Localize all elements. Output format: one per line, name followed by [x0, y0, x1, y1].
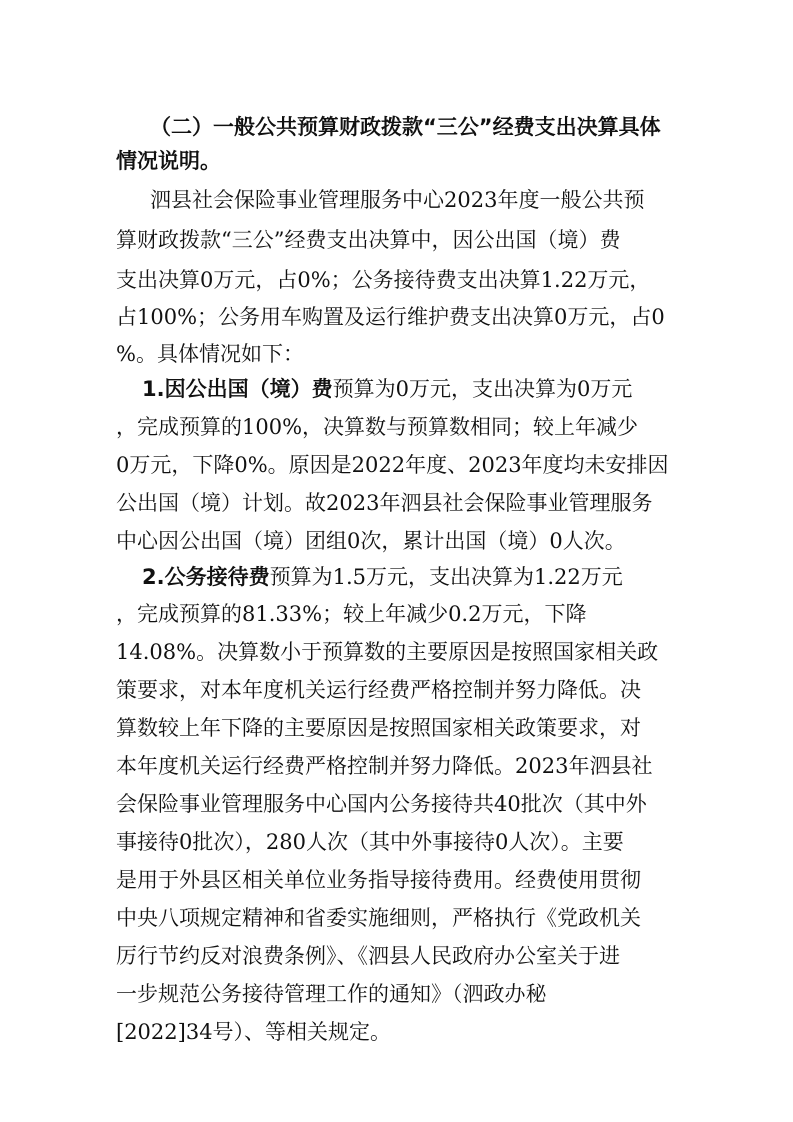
- item1-first-rest: 预算为0万元，支出决算为0万元: [332, 377, 633, 401]
- item2-line-9: 是用于外县区相关单位业务指导接待费用。经费使用贯彻: [116, 868, 641, 892]
- item2-line-10: 中央八项规定精神和省委实施细则，严格执行《党政机关: [116, 906, 641, 930]
- section-heading-line-2: 情况说明。: [116, 149, 221, 173]
- item2-line-7: 会保险事业管理服务中心国内公务接待共40批次（其中外: [116, 792, 647, 816]
- item2-first-rest: 预算为1.5万元，支出决算为1.22万元: [269, 565, 623, 589]
- item2-line-6: 本年度机关运行经费严格控制并努力降低。2023年泗县社: [116, 754, 653, 778]
- item1-line-5: 中心因公出国（境）团组0次，累计出国（境）0人次。: [116, 529, 626, 553]
- item2-line-5: 算数较上年下降的主要原因是按照国家相关政策要求，对: [116, 716, 641, 740]
- item2-line-12: 一步规范公务接待管理工作的通知》（泗政办秘: [116, 982, 547, 1006]
- intro-line-1: 泗县社会保险事业管理服务中心2023年度一般公共预: [150, 188, 645, 212]
- item2-line-3: 14.08%。决算数小于预算数的主要原因是按照国家相关政: [116, 640, 659, 664]
- item2-line-13: [2022]34号）、等相关规定。: [116, 1020, 392, 1044]
- item2-title: 2.公务接待费: [142, 565, 270, 589]
- item1-line-3: 0万元，下降0%。原因是2022年度、2023年度均未安排因: [116, 453, 669, 477]
- intro-line-3: 支出决算0万元，占0%；公务接待费支出决算1.22万元，: [116, 268, 651, 292]
- item2-line-11: 厉行节约反对浪费条例》、《泗县人民政府办公室关于进: [116, 944, 620, 968]
- intro-line-4: 占100%；公务用车购置及运行维护费支出决算0万元，占0: [116, 305, 665, 329]
- item1-line-2: ，完成预算的100%，决算数与预算数相同；较上年减少: [116, 415, 639, 439]
- item2-first-line: [142, 562, 722, 592]
- intro-line-5: %。具体情况如下：: [116, 342, 304, 366]
- item1-first-line: [142, 374, 722, 404]
- section-heading-line-1: （二）一般公共预算财政拨款“三公”经费支出决算具体: [150, 115, 661, 139]
- intro-line-2: 算财政拨款“三公”经费支出决算中，因公出国（境）费: [116, 228, 621, 252]
- item2-line-8: 事接待0批次），280人次（其中外事接待0人次）。主要: [116, 830, 624, 854]
- item1-title: 1.因公出国（境）费: [142, 377, 333, 401]
- item2-line-2: ，完成预算的81.33%；较上年减少0.2万元，下降: [116, 602, 587, 626]
- item2-line-4: 策要求，对本年度机关运行经费严格控制并努力降低。决: [116, 678, 641, 702]
- item1-line-4: 公出国（境）计划。故2023年泗县社会保险事业管理服务: [116, 491, 653, 515]
